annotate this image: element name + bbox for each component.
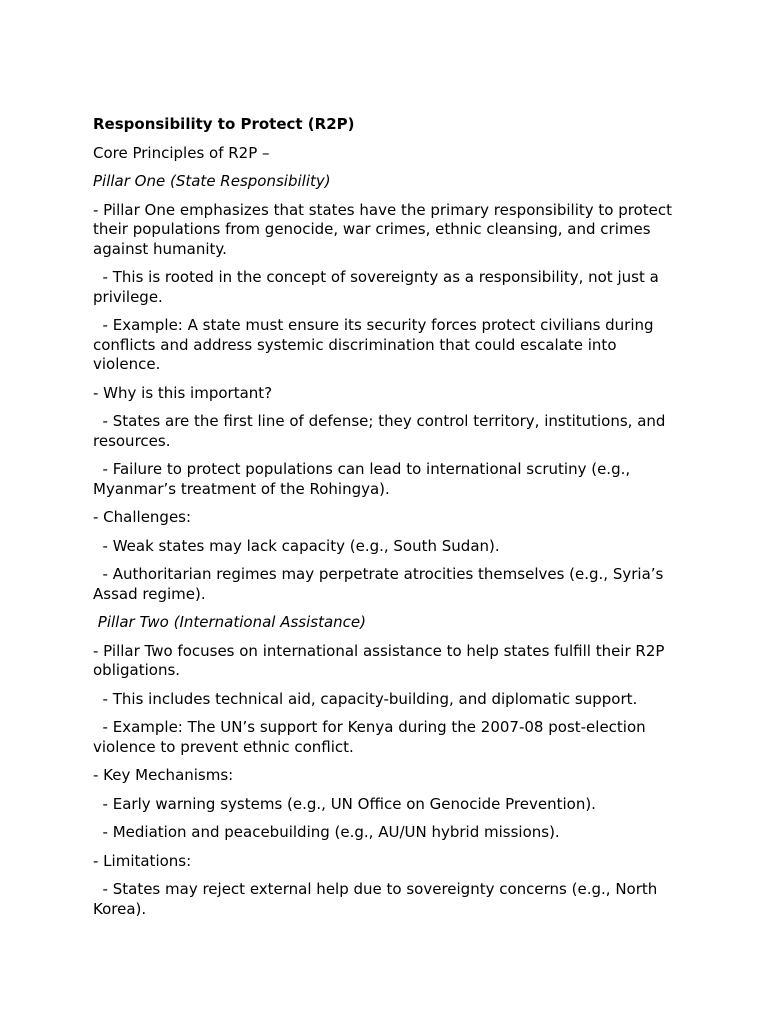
paragraph: - Example: The UN’s support for Kenya during the 2007-08 post-election violence to prevent ethnic conflict. (93, 718, 651, 756)
paragraph: - Early warning systems (e.g., UN Office on Genocide Prevention). (93, 794, 596, 813)
document-title: Responsibility to Protect (R2P) (93, 115, 355, 133)
paragraph: - Authoritarian regimes may perpetrate atrocities themselves (e.g., Syria’s Assad regime). (93, 565, 669, 603)
paragraph: - This includes technical aid, capacity-building, and diplomatic support. (93, 689, 638, 708)
paragraph: - Mediation and peacebuilding (e.g., AU/UN hybrid missions). (93, 823, 560, 841)
section-heading: Pillar One (State Responsibility) (93, 172, 331, 190)
paragraph: - Why is this important? (93, 383, 273, 402)
paragraph: - Pillar Two focuses on international assistance to help states fulfill their R2P obligations. (93, 641, 670, 679)
paragraph: - Pillar One emphasizes that states have the primary responsibility to protect their populations from genocide, war crimes, ethnic cleansing, and crimes against humanity. (93, 200, 677, 258)
paragraph: - Weak states may lack capacity (e.g., South Sudan). (93, 536, 500, 555)
paragraph: - Key Mechanisms: (93, 766, 234, 784)
paragraph: - Example: A state must ensure its security forces protect civilians during conflicts and address systemic discrimination that could escalate into violence. (93, 316, 659, 373)
paragraph: - This is rooted in the concept of sovereignty as a responsibility, not just a privilege. (93, 268, 664, 306)
paragraph: - States may reject external help due to sovereignty concerns (e.g., North Korea). (93, 880, 663, 918)
document-page (93, 115, 683, 928)
paragraph: - Limitations: (93, 851, 192, 870)
paragraph: - Failure to protect populations can lead to international scrutiny (e.g., Myanmar’s treatment of the Rohingya). (93, 460, 635, 498)
document-body (93, 144, 683, 920)
paragraph: Core Principles of R2P – (93, 143, 270, 162)
section-heading: Pillar Two (International Assistance) (93, 613, 367, 631)
paragraph: - States are the first line of defense; they control territory, institutions, and resources. (93, 412, 671, 450)
paragraph: - Challenges: (93, 508, 192, 526)
